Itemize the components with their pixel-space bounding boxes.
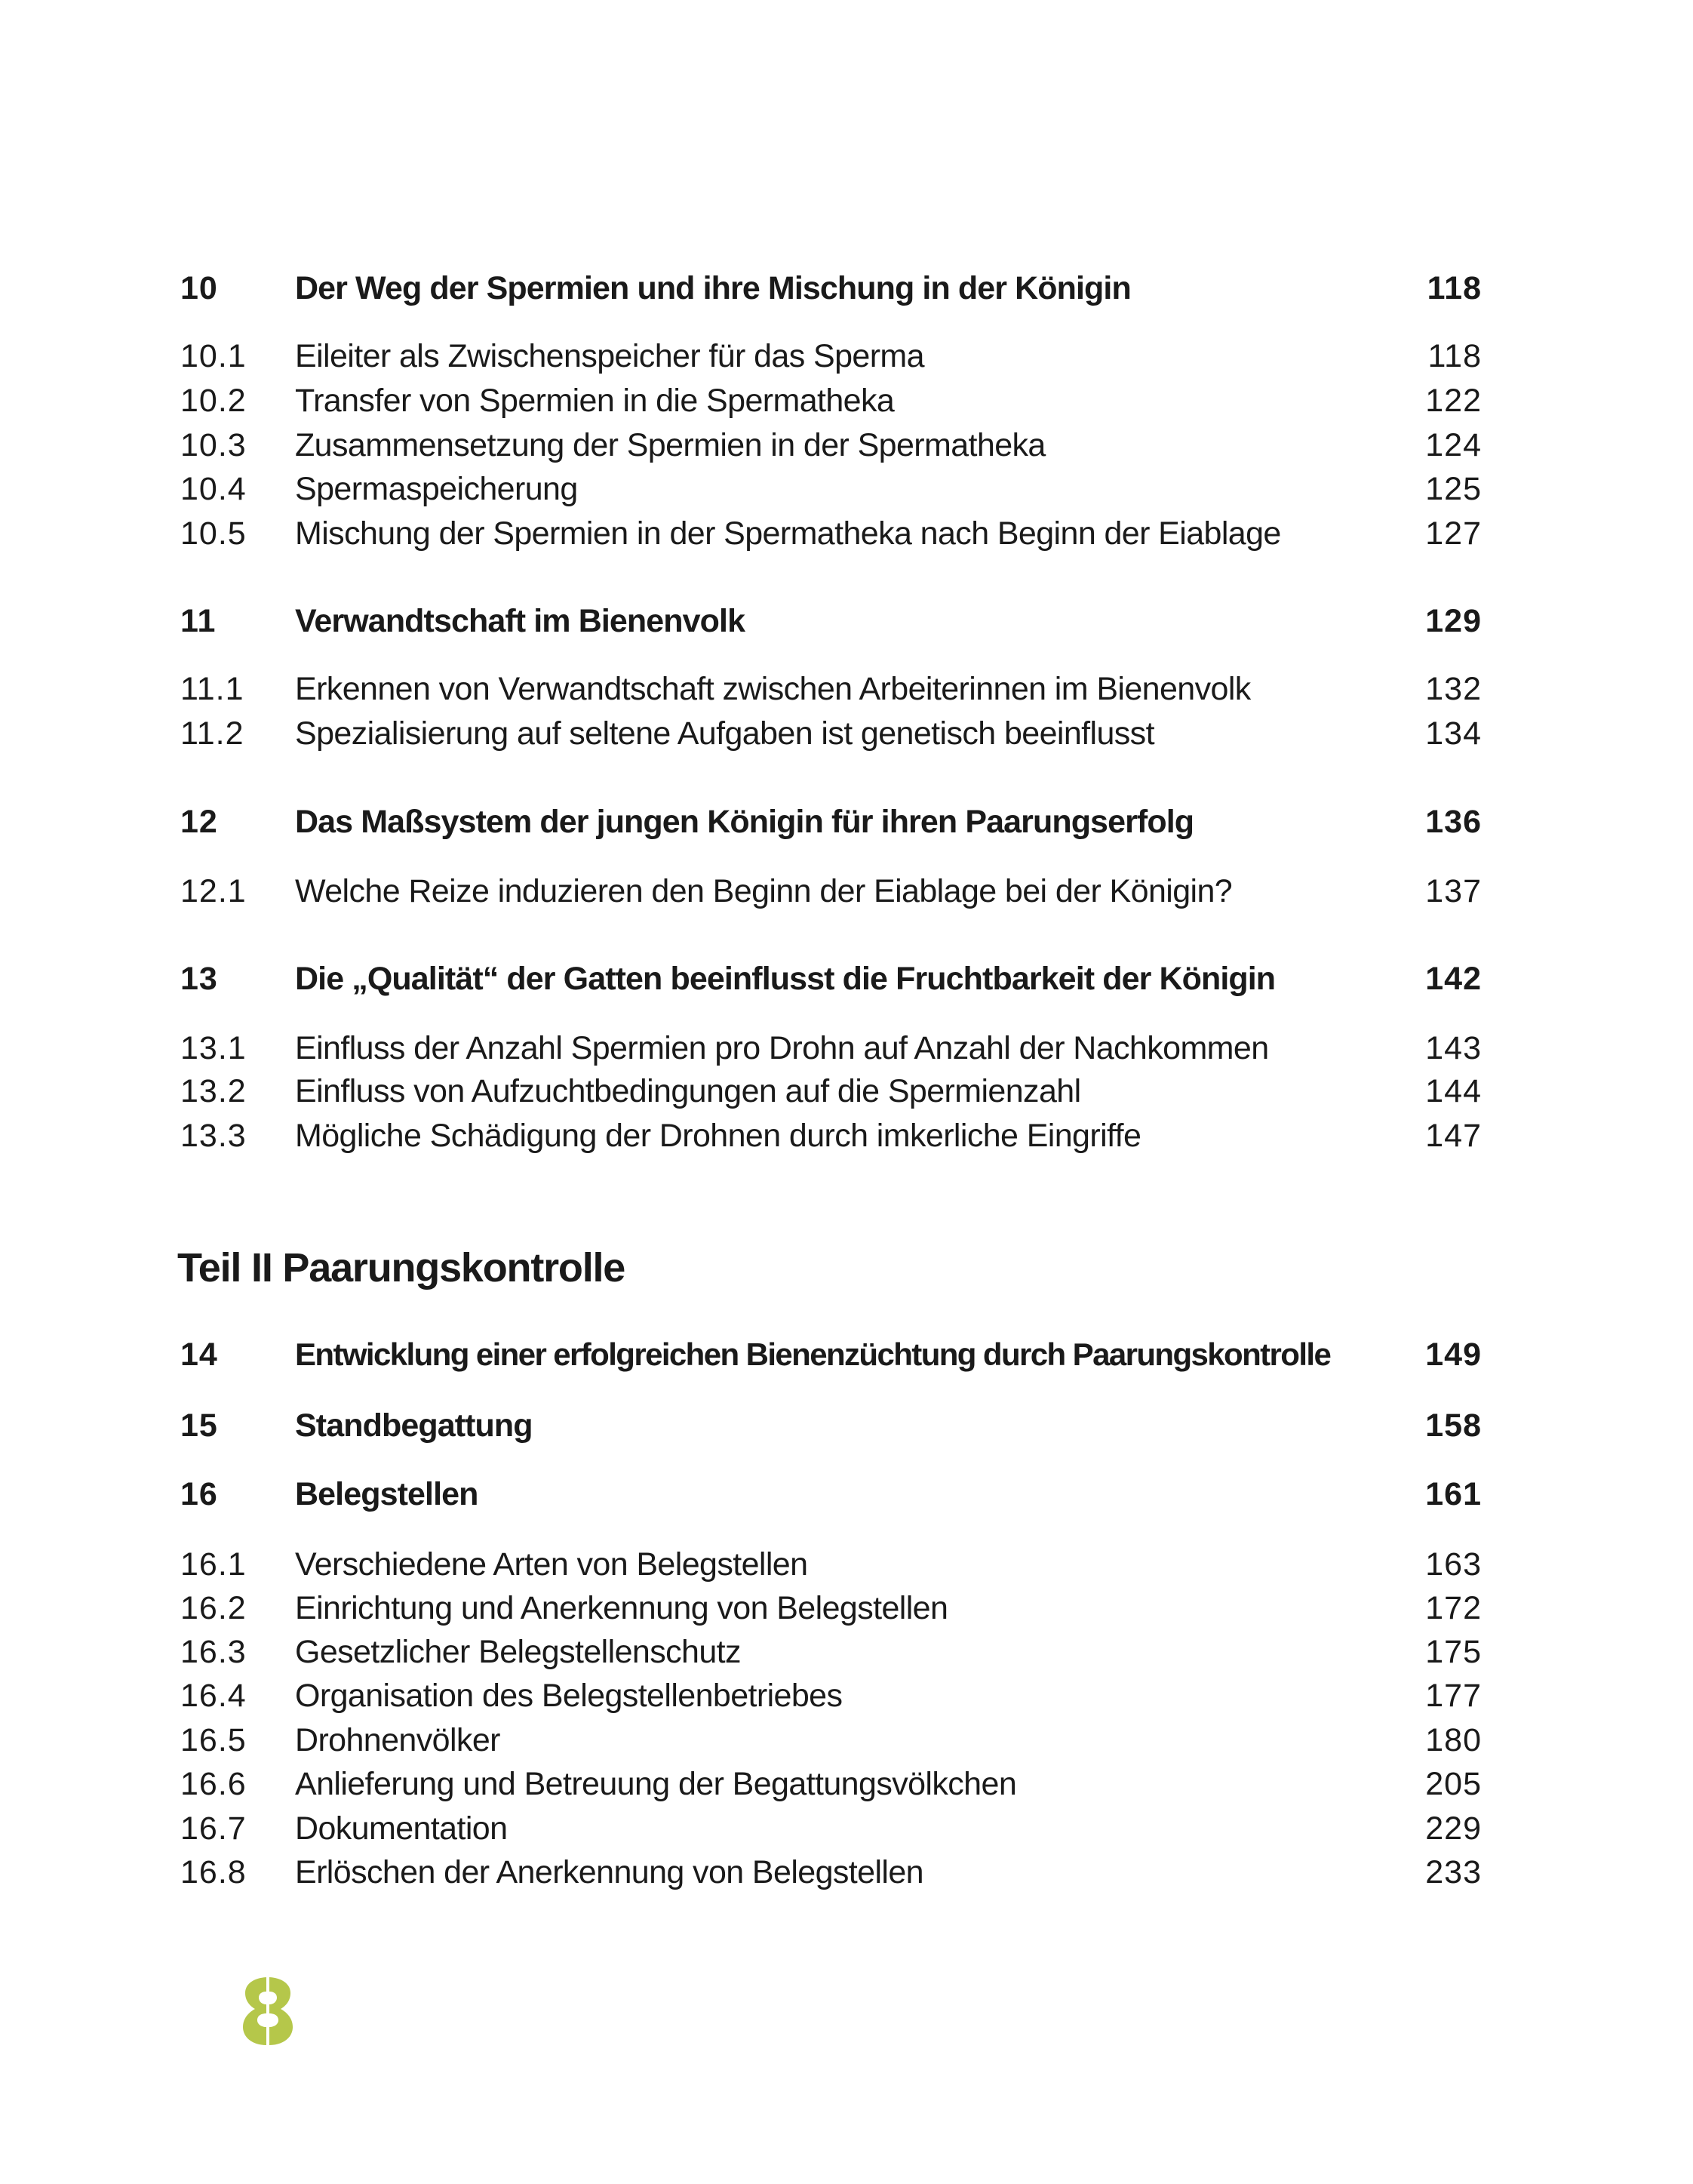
- section-number: 10.1: [180, 338, 247, 374]
- page-number: 180: [1425, 1722, 1482, 1758]
- section-title: Verschiedene Arten von Belegstellen: [295, 1546, 808, 1583]
- toc-section-row[interactable]: [180, 1850, 1482, 1894]
- chapter-number: 16: [180, 1476, 218, 1512]
- page-number: 125: [1425, 471, 1482, 507]
- chapter-number: 15: [180, 1407, 218, 1444]
- page-number: 233: [1425, 1854, 1482, 1890]
- page-number: 177: [1425, 1678, 1482, 1714]
- page-number: 136: [1425, 804, 1482, 840]
- section-number: 10.3: [180, 427, 247, 463]
- section-title: Mögliche Schädigung der Drohnen durch imkerliche Eingriffe: [295, 1118, 1141, 1154]
- chapter-number: 11: [180, 603, 217, 639]
- chapter-title: Das Maßsystem der jungen Königin für ihren Paarungserfolg: [295, 804, 1194, 840]
- page-number: 229: [1425, 1810, 1482, 1847]
- toc-chapter-row[interactable]: [180, 1404, 1482, 1447]
- section-number: 16.1: [180, 1546, 247, 1583]
- toc-section-row[interactable]: [180, 1630, 1482, 1674]
- section-number: 11.1: [180, 671, 244, 707]
- section-title: Dokumentation: [295, 1810, 508, 1847]
- section-title: Einfluss von Aufzuchtbedingungen auf die Spermienzahl: [295, 1073, 1081, 1109]
- part-heading: Teil II Paarungskontrolle: [177, 1245, 625, 1290]
- folio-eight-icon: [243, 1977, 293, 2045]
- page-number: 163: [1425, 1546, 1482, 1583]
- section-number: 16.7: [180, 1810, 247, 1847]
- toc-section-row[interactable]: [180, 1807, 1482, 1850]
- section-number: 16.8: [180, 1854, 247, 1890]
- chapter-title: Standbegattung: [295, 1407, 533, 1444]
- section-number: 13.3: [180, 1118, 247, 1154]
- page-number: 158: [1425, 1407, 1482, 1444]
- toc-chapter-row[interactable]: [180, 957, 1482, 1001]
- toc-chapter-row[interactable]: [180, 599, 1482, 643]
- page-number: 147: [1425, 1118, 1482, 1154]
- chapter-title: Die „Qualität“ der Gatten beeinflusst die Fruchtbarkeit der Königin: [295, 961, 1276, 997]
- page-number: 137: [1425, 873, 1482, 909]
- page-number: 143: [1425, 1030, 1482, 1066]
- toc-section-row[interactable]: [180, 1114, 1482, 1158]
- chapter-number: 12: [180, 804, 218, 840]
- toc-section-row[interactable]: [180, 667, 1482, 711]
- section-title: Mischung der Spermien in der Spermatheka nach Beginn der Eiablage: [295, 515, 1281, 552]
- section-number: 16.3: [180, 1634, 247, 1670]
- section-title: Erkennen von Verwandtschaft zwischen Arbeiterinnen im Bienenvolk: [295, 671, 1251, 707]
- section-number: 13.2: [180, 1073, 247, 1109]
- section-number: 12.1: [180, 873, 247, 909]
- section-title: Erlöschen der Anerkennung von Belegstellen: [295, 1854, 923, 1890]
- toc-chapter-row[interactable]: [180, 1333, 1482, 1377]
- chapter-number: 14: [180, 1337, 218, 1373]
- section-number: 16.5: [180, 1722, 247, 1758]
- toc-section-row[interactable]: [180, 512, 1482, 555]
- page-number: 122: [1425, 383, 1482, 419]
- chapter-title: Entwicklung einer erfolgreichen Bienenzüchtung durch Paarungskontrolle: [295, 1337, 1331, 1372]
- toc-section-row[interactable]: [180, 1026, 1482, 1070]
- toc-section-row[interactable]: [180, 334, 1482, 378]
- toc-section-row[interactable]: [180, 1718, 1482, 1762]
- section-title: Eileiter als Zwischenspeicher für das Sperma: [295, 338, 924, 374]
- toc-section-row[interactable]: [180, 423, 1482, 467]
- page-number: 127: [1425, 515, 1482, 552]
- section-title: Anlieferung und Betreuung der Begattungsvölkchen: [295, 1766, 1017, 1802]
- section-number: 16.4: [180, 1678, 247, 1714]
- toc-chapter-row[interactable]: [180, 1472, 1482, 1516]
- section-title: Transfer von Spermien in die Spermatheka: [295, 383, 895, 419]
- toc-section-row[interactable]: [180, 1674, 1482, 1718]
- chapter-number: 13: [180, 961, 218, 997]
- section-number: 10.2: [180, 383, 247, 419]
- section-title: Spermaspeicherung: [295, 471, 578, 507]
- section-number: 10.5: [180, 515, 247, 552]
- page-number: 142: [1425, 961, 1482, 997]
- toc-section-row[interactable]: [180, 869, 1482, 913]
- chapter-title: Der Weg der Spermien und ihre Mischung in der Königin: [295, 270, 1131, 306]
- section-title: Einrichtung und Anerkennung von Belegstellen: [295, 1590, 948, 1626]
- page-number: 118: [1427, 270, 1482, 306]
- section-title: Zusammensetzung der Spermien in der Spermatheka: [295, 427, 1046, 463]
- page-number: 205: [1425, 1766, 1482, 1802]
- section-number: 13.1: [180, 1030, 247, 1066]
- chapter-title: Verwandtschaft im Bienenvolk: [295, 603, 745, 639]
- section-title: Gesetzlicher Belegstellenschutz: [295, 1634, 741, 1670]
- page-number: 172: [1425, 1590, 1482, 1626]
- toc-section-row[interactable]: [180, 379, 1482, 423]
- section-title: Drohnenvölker: [295, 1722, 500, 1758]
- section-title: Welche Reize induzieren den Beginn der Eiablage bei der Königin?: [295, 873, 1233, 909]
- section-title: Einfluss der Anzahl Spermien pro Drohn auf Anzahl der Nachkommen: [295, 1030, 1269, 1066]
- toc-chapter-row[interactable]: [180, 800, 1482, 844]
- page-number: 132: [1425, 671, 1482, 707]
- chapter-number: 10: [180, 270, 218, 306]
- chapter-title: Belegstellen: [295, 1476, 478, 1512]
- page-number: 134: [1425, 715, 1482, 752]
- section-title: Organisation des Belegstellenbetriebes: [295, 1678, 843, 1714]
- toc-section-row[interactable]: [180, 1586, 1482, 1630]
- page-number: 149: [1425, 1337, 1482, 1373]
- page-number: 175: [1425, 1634, 1482, 1670]
- section-title: Spezialisierung auf seltene Aufgaben ist genetisch beeinflusst: [295, 715, 1154, 752]
- section-number: 10.4: [180, 471, 247, 507]
- toc-section-row[interactable]: [180, 467, 1482, 511]
- page-number: 118: [1427, 338, 1482, 374]
- toc-section-row[interactable]: [180, 712, 1482, 755]
- section-number: 16.2: [180, 1590, 247, 1626]
- toc-chapter-row[interactable]: [180, 266, 1482, 310]
- page-number: 129: [1425, 603, 1482, 639]
- toc-section-row[interactable]: [180, 1543, 1482, 1586]
- section-number: 16.6: [180, 1766, 247, 1802]
- page-number: 161: [1425, 1476, 1482, 1512]
- toc-section-row[interactable]: [180, 1762, 1482, 1806]
- toc-section-row[interactable]: [180, 1069, 1482, 1113]
- page-folio-number: [243, 1977, 293, 2045]
- page-number: 144: [1425, 1073, 1482, 1109]
- page-number: 124: [1425, 427, 1482, 463]
- section-number: 11.2: [180, 715, 244, 752]
